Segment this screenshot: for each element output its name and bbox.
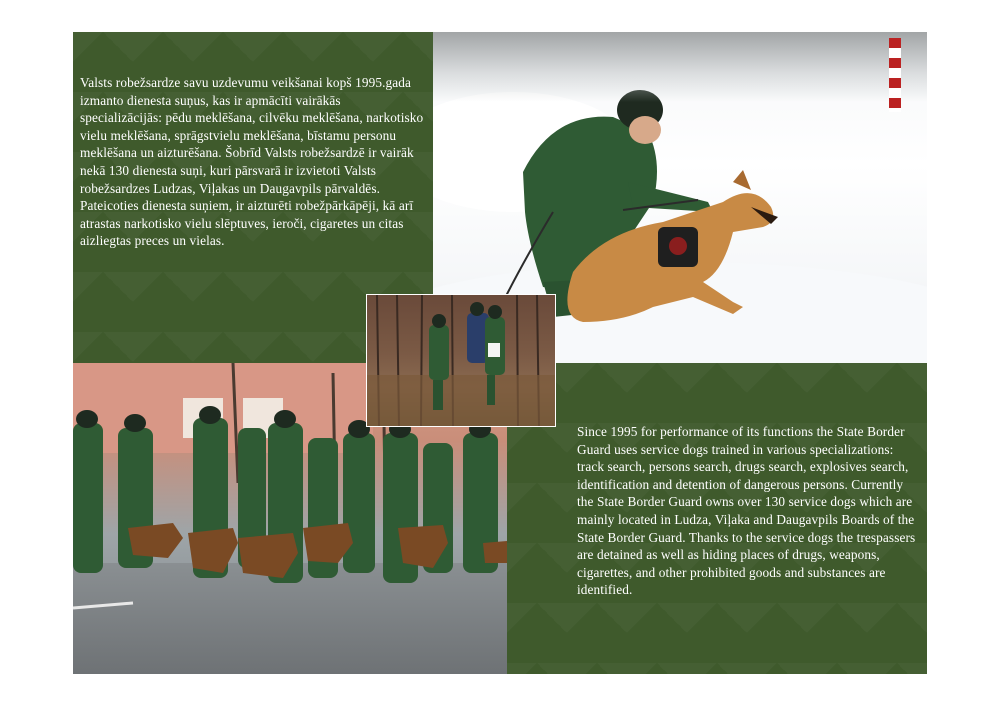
photo-background-trees xyxy=(433,32,927,102)
photo-officers-in-forest xyxy=(366,294,556,427)
photo-forest-illustration xyxy=(367,295,555,426)
english-description-text: Since 1995 for performance of its functions the State Border Guard uses service dogs trained in various specializations: track search, persons search, drugs search, explosives search, identification and detention of dangerous persons. Currently the State Border Guard owns over 130 service dogs which are mainly located in Ludza, Viļaka and Daugavpils Boards of the State Border Guard. Thanks to the service dogs the trespassers are detained as well as hiding places of drugs, weapons, cigarettes, and other prohibited goods and substances are identified. xyxy=(577,424,916,598)
photo-border-post xyxy=(889,38,901,112)
latvian-description-text: Valsts robežsardze savu uzdevumu veikšanai kopš 1995.gada izmanto dienesta suņus, kas ir apmācīti vairākās specializācijās: pēdu meklēšana, cilvēku meklēšana, narkotisko vielu meklēšana, sprāgstvielu meklēšana, bīstamu personu meklēšana un aizturēšana. Šobrīd Valsts robežsardzē ir vairāk nekā 130 dienesta suņi, kuri pārsvarā ir izvietoti Valsts robežsardzes Ludzas, Viļakas un Daugavpils pārvaldēs. Pateicoties dienesta suņiem, ir aizturēti robežpārkāpēji, kā arī atrastas narkotisko vielu slēptuves, ieroči, cigaretes un citas aizliegtas preces un vielas. xyxy=(80,75,424,249)
